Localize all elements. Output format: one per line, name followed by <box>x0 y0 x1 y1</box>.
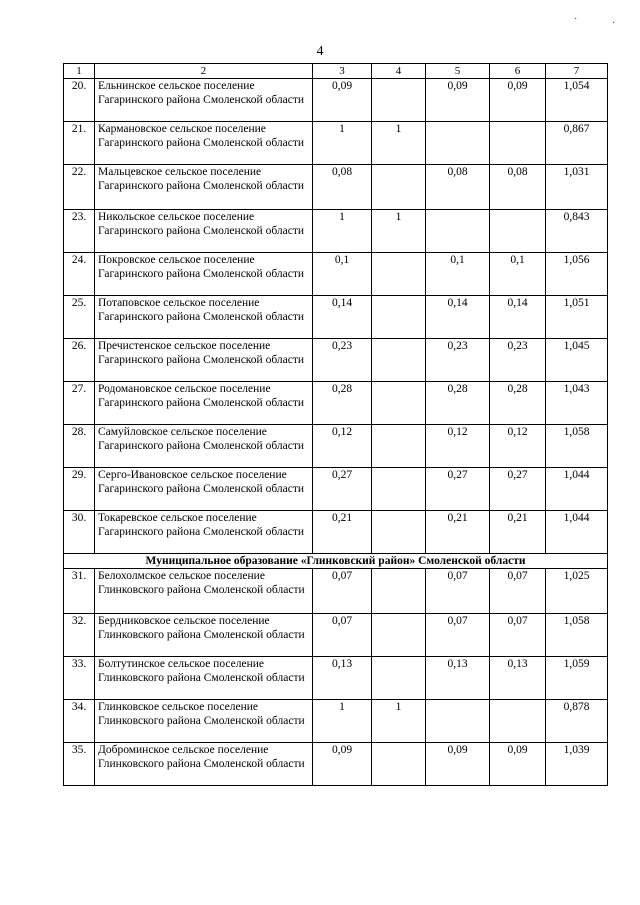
value-col-6: 0,27 <box>490 468 546 511</box>
value-col-6: 0,23 <box>490 339 546 382</box>
row-number: 32. <box>64 614 95 657</box>
value-col-6: 0,14 <box>490 296 546 339</box>
row-number: 22. <box>64 165 95 210</box>
table-row <box>64 79 608 122</box>
value-col-3: 0,08 <box>313 165 372 210</box>
row-number: 31. <box>64 569 95 614</box>
value-col-6 <box>490 122 546 165</box>
settlement-name: Кармановское сельское поселение Гагаринского района Смоленской области <box>95 122 313 165</box>
row-number: 23. <box>64 210 95 253</box>
value-col-7: 1,045 <box>546 339 608 382</box>
value-col-7: 1,056 <box>546 253 608 296</box>
value-col-4 <box>372 253 426 296</box>
settlement-name: Глинковское сельское поселение Глинковского района Смоленской области <box>95 700 313 743</box>
value-col-4 <box>372 657 426 700</box>
table-row <box>64 296 608 339</box>
row-number: 24. <box>64 253 95 296</box>
table-row <box>64 382 608 425</box>
value-col-6: 0,12 <box>490 425 546 468</box>
row-number: 21. <box>64 122 95 165</box>
table-row <box>64 122 608 165</box>
value-col-3: 0,14 <box>313 296 372 339</box>
settlement-name: Мальцевское сельское поселение Гагаринского района Смоленской области <box>95 165 313 210</box>
value-col-5: 0,12 <box>426 425 490 468</box>
value-col-3: 1 <box>313 210 372 253</box>
page-number: 4 <box>316 44 324 59</box>
table-row <box>64 657 608 700</box>
column-header: 4 <box>372 64 426 79</box>
value-col-4 <box>372 743 426 786</box>
value-col-3: 1 <box>313 700 372 743</box>
value-col-3: 0,23 <box>313 339 372 382</box>
value-col-5: 0,1 <box>426 253 490 296</box>
row-number: 27. <box>64 382 95 425</box>
value-col-5: 0,13 <box>426 657 490 700</box>
value-col-4 <box>372 296 426 339</box>
value-col-3: 0,12 <box>313 425 372 468</box>
value-col-6: 0,08 <box>490 165 546 210</box>
column-header: 7 <box>546 64 608 79</box>
value-col-3: 0,09 <box>313 743 372 786</box>
table-row <box>64 569 608 614</box>
value-col-4: 1 <box>372 122 426 165</box>
value-col-7: 1,059 <box>546 657 608 700</box>
row-number: 29. <box>64 468 95 511</box>
table-row <box>64 614 608 657</box>
value-col-5: 0,07 <box>426 569 490 614</box>
value-col-5: 0,08 <box>426 165 490 210</box>
value-col-5: 0,23 <box>426 339 490 382</box>
table-row <box>64 210 608 253</box>
value-col-7: 1,031 <box>546 165 608 210</box>
value-col-6: 0,28 <box>490 382 546 425</box>
value-col-5: 0,28 <box>426 382 490 425</box>
row-number: 30. <box>64 511 95 554</box>
value-col-5: 0,09 <box>426 79 490 122</box>
value-col-5 <box>426 122 490 165</box>
value-col-4 <box>372 614 426 657</box>
value-col-4: 1 <box>372 210 426 253</box>
settlement-name: Серго-Ивановское сельское поселение Гагаринского района Смоленской области <box>95 468 313 511</box>
column-header: 6 <box>490 64 546 79</box>
data-table <box>63 63 608 786</box>
value-col-3: 0,07 <box>313 569 372 614</box>
value-col-6: 0,21 <box>490 511 546 554</box>
column-header: 2 <box>95 64 313 79</box>
scan-mark: · <box>574 14 578 25</box>
value-col-7: 1,025 <box>546 569 608 614</box>
value-col-5: 0,21 <box>426 511 490 554</box>
value-col-5: 0,14 <box>426 296 490 339</box>
value-col-5: 0,27 <box>426 468 490 511</box>
table-row <box>64 743 608 786</box>
value-col-3: 0,07 <box>313 614 372 657</box>
section-title: Муниципальное образование «Глинковский район» Смоленской области <box>64 554 608 569</box>
settlement-name: Ельнинское сельское поселение Гагаринского района Смоленской области <box>95 79 313 122</box>
settlement-name: Самуйловское сельское поселение Гагаринского района Смоленской области <box>95 425 313 468</box>
value-col-7: 1,044 <box>546 468 608 511</box>
value-col-3: 0,13 <box>313 657 372 700</box>
value-col-7: 1,044 <box>546 511 608 554</box>
value-col-4 <box>372 79 426 122</box>
column-header: 3 <box>313 64 372 79</box>
table-row <box>64 425 608 468</box>
value-col-5 <box>426 210 490 253</box>
table-row <box>64 468 608 511</box>
section-row <box>64 554 608 569</box>
value-col-6: 0,07 <box>490 614 546 657</box>
column-header: 5 <box>426 64 490 79</box>
table-row <box>64 339 608 382</box>
value-col-7: 1,058 <box>546 614 608 657</box>
settlement-name: Болтутинское сельское поселение Глинковского района Смоленской области <box>95 657 313 700</box>
scan-mark: · <box>612 18 616 29</box>
header-row <box>64 64 608 79</box>
value-col-7: 1,054 <box>546 79 608 122</box>
value-col-3: 0,09 <box>313 79 372 122</box>
table-row <box>64 165 608 210</box>
row-number: 34. <box>64 700 95 743</box>
value-col-6: 0,07 <box>490 569 546 614</box>
value-col-7: 0,843 <box>546 210 608 253</box>
row-number: 20. <box>64 79 95 122</box>
settlement-name: Доброминское сельское поселение Глинковского района Смоленской области <box>95 743 313 786</box>
row-number: 35. <box>64 743 95 786</box>
value-col-6: 0,13 <box>490 657 546 700</box>
value-col-7: 1,051 <box>546 296 608 339</box>
value-col-6: 0,09 <box>490 79 546 122</box>
column-header: 1 <box>64 64 95 79</box>
table-row <box>64 253 608 296</box>
value-col-6 <box>490 700 546 743</box>
table-row <box>64 700 608 743</box>
settlement-name: Токаревское сельское поселение Гагаринского района Смоленской области <box>95 511 313 554</box>
value-col-3: 0,27 <box>313 468 372 511</box>
value-col-4 <box>372 569 426 614</box>
settlement-name: Покровское сельское поселение Гагаринского района Смоленской области <box>95 253 313 296</box>
row-number: 25. <box>64 296 95 339</box>
value-col-3: 0,21 <box>313 511 372 554</box>
value-col-7: 1,058 <box>546 425 608 468</box>
row-number: 26. <box>64 339 95 382</box>
value-col-4: 1 <box>372 700 426 743</box>
value-col-5: 0,09 <box>426 743 490 786</box>
value-col-7: 1,039 <box>546 743 608 786</box>
settlement-name: Потаповское сельское поселение Гагаринского района Смоленской области <box>95 296 313 339</box>
value-col-4 <box>372 468 426 511</box>
settlement-name: Бердниковское сельское поселение Глинковского района Смоленской области <box>95 614 313 657</box>
value-col-3: 1 <box>313 122 372 165</box>
value-col-4 <box>372 165 426 210</box>
settlement-name: Белохолмское сельское поселение Глинковского района Смоленской области <box>95 569 313 614</box>
value-col-7: 0,878 <box>546 700 608 743</box>
settlement-name: Пречистенское сельское поселение Гагаринского района Смоленской области <box>95 339 313 382</box>
value-col-3: 0,28 <box>313 382 372 425</box>
value-col-4 <box>372 511 426 554</box>
value-col-7: 0,867 <box>546 122 608 165</box>
value-col-5: 0,07 <box>426 614 490 657</box>
row-number: 28. <box>64 425 95 468</box>
value-col-4 <box>372 382 426 425</box>
settlement-name: Родомановское сельское поселение Гагаринского района Смоленской области <box>95 382 313 425</box>
value-col-6: 0,1 <box>490 253 546 296</box>
row-number: 33. <box>64 657 95 700</box>
value-col-7: 1,043 <box>546 382 608 425</box>
value-col-3: 0,1 <box>313 253 372 296</box>
value-col-6: 0,09 <box>490 743 546 786</box>
value-col-4 <box>372 425 426 468</box>
value-col-5 <box>426 700 490 743</box>
value-col-4 <box>372 339 426 382</box>
table-row <box>64 511 608 554</box>
value-col-6 <box>490 210 546 253</box>
settlement-name: Никольское сельское поселение Гагаринского района Смоленской области <box>95 210 313 253</box>
